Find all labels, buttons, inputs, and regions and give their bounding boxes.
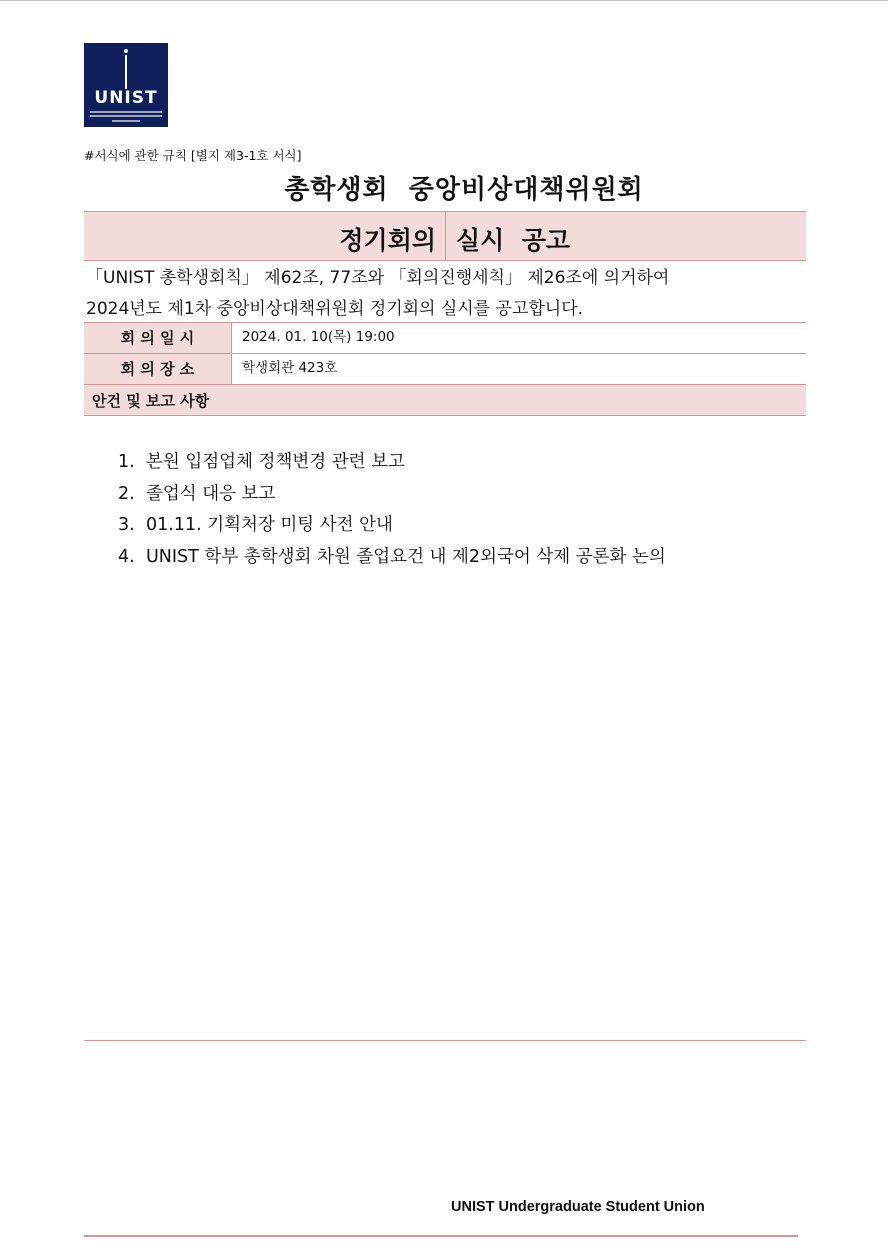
bottom-rule [84,1040,806,1041]
committee-title: 총학생회 중앙비상대책위원회 [284,175,644,205]
agenda-header-bar [84,384,806,416]
notice-title-right: 실시 공고 [456,226,571,255]
intro-line: 「UNIST 총학생회칙」 제62조, 77조와 「회의진행세칙」 제26조에 의거하여 [86,268,670,288]
logo-subtext-line [90,111,162,113]
notice-title-left: 정기회의 [339,226,436,255]
agenda-item-text: 01.11. 기획처장 미팅 사전 안내 [146,515,393,535]
agenda-item-text: UNIST 학부 총학생회 차원 졸업요건 내 제2외국어 삭제 공론화 논의 [146,546,666,567]
agenda-header-label: 안건 및 보고 사항 [92,392,210,410]
meeting-place-label: 회 의 장 소 [84,354,232,384]
footer-rule [84,1235,798,1237]
agenda-item-number: 2. [118,483,135,504]
footer-organization: UNIST Undergraduate Student Union [451,1199,705,1215]
agenda-item-text: 본원 입점업체 정책변경 관련 보고 [146,452,405,472]
agenda-item-number: 3. [118,515,135,535]
logo-stem-icon [125,55,127,89]
agenda-item [118,481,666,513]
meeting-date-label: 회 의 일 시 [84,323,232,353]
agenda-item [118,449,666,481]
agenda-item-number: 4. [118,546,135,567]
meeting-place-row [84,353,806,385]
logo-wordmark: UNIST [94,88,158,108]
unist-logo [84,43,168,127]
logo-subtext-line [90,115,162,117]
agenda-list [118,449,666,575]
agenda-item-text: 졸업식 대응 보고 [146,483,276,504]
agenda-item [118,512,666,544]
notice-title-divider [445,212,446,260]
logo-subtext-line [112,120,140,122]
top-rule [0,0,888,1]
meeting-place-value: 학생회관 423호 [242,360,338,376]
notice-title-bar [84,211,806,261]
agenda-item-number: 1. [118,452,135,472]
agenda-item [118,544,666,576]
meeting-date-value: 2024. 01. 10(목) 19:00 [242,329,395,345]
intro-line: 2024년도 제1차 중앙비상대책위원회 정기회의 실시를 공고합니다. [86,299,584,319]
form-note: #서식에 관한 규칙 [별지 제3-1호 서식] [84,148,302,163]
logo-dot-icon [124,49,128,53]
meeting-date-row [84,322,806,354]
